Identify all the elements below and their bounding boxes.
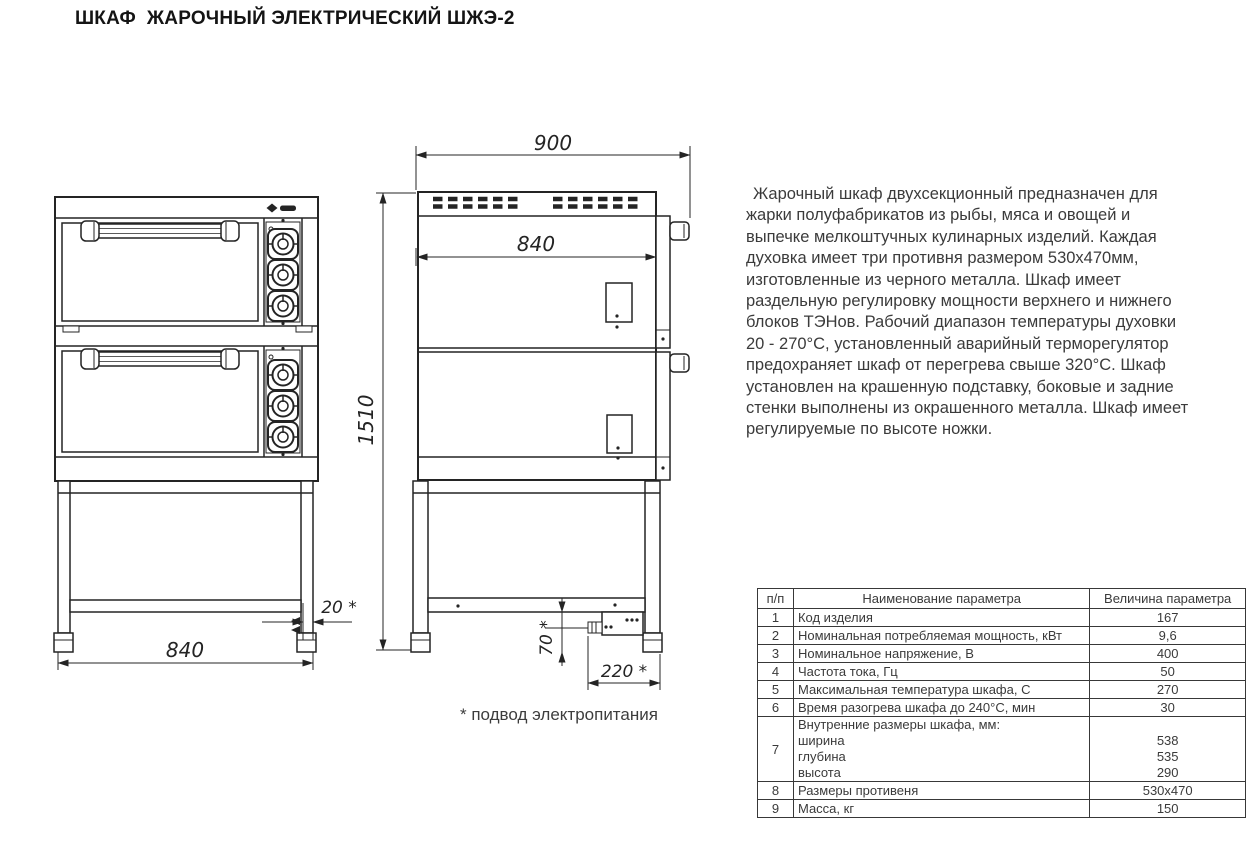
power-connection-box (588, 612, 643, 635)
electro-depth-dimension: 220 * (600, 662, 648, 682)
cell-value: 167 (1090, 609, 1246, 627)
cell-num: 2 (758, 627, 794, 645)
table-row (758, 663, 1246, 681)
upper-control-panel (264, 218, 302, 326)
cell-num: 5 (758, 681, 794, 699)
front-electro-offset-dimension: 20 * (321, 598, 357, 618)
table-row (758, 609, 1246, 627)
cell-value: 270 (1090, 681, 1246, 699)
inner-size-depth-value: 535 (1156, 749, 1179, 764)
cell-name: Время разогрева шкафа до 240°С, мин (793, 699, 1089, 717)
cell-num: 3 (758, 645, 794, 663)
cell-value: 30 (1090, 699, 1246, 717)
cell-name: Максимальная температура шкафа, С (793, 681, 1089, 699)
table-row (758, 699, 1246, 717)
col-header-num: п/п (758, 589, 794, 609)
power-knob (268, 391, 298, 421)
cell-value: 50 (1090, 663, 1246, 681)
side-depth-dimension: 900 (533, 131, 573, 155)
cell-value: 9,6 (1090, 627, 1246, 645)
col-header-value: Величина параметра (1090, 589, 1246, 609)
inner-size-height-label: высота (797, 765, 841, 780)
cell-num: 1 (758, 609, 794, 627)
cell-value: 150 (1090, 800, 1246, 818)
upper-door-handle (81, 221, 239, 241)
adjustable-foot (411, 633, 430, 652)
lower-control-panel (264, 346, 302, 457)
front-view (54, 197, 318, 652)
cell-value (1090, 717, 1246, 782)
cell-name: Частота тока, Гц (793, 663, 1089, 681)
inner-size-caption: Внутренние размеры шкафа, мм: (797, 717, 1001, 732)
cell-num: 7 (758, 717, 794, 782)
power-inlet-mark (291, 617, 300, 634)
power-knob (268, 291, 298, 321)
table-row (758, 645, 1246, 663)
cell-num: 4 (758, 663, 794, 681)
side-inner-depth-dimension: 840 (516, 232, 556, 256)
cell-name (793, 717, 1089, 782)
height-dimension: 1510 (354, 394, 378, 446)
inner-size-width-label: ширина (797, 733, 845, 748)
table-row (758, 800, 1246, 818)
cell-num: 8 (758, 782, 794, 800)
thermostat-knob (268, 360, 298, 390)
handle-end (670, 222, 689, 240)
cell-num: 6 (758, 699, 794, 717)
thermostat-knob (268, 229, 298, 259)
table-row (758, 627, 1246, 645)
cell-name: Номинальное напряжение, В (793, 645, 1089, 663)
cell-name: Номинальная потребляемая мощность, кВт (793, 627, 1089, 645)
cell-name: Масса, кг (793, 800, 1089, 818)
side-view (411, 192, 689, 652)
table-row (758, 782, 1246, 800)
rating-plate (606, 283, 632, 322)
cell-value: 530х470 (1090, 782, 1246, 800)
handle-end (670, 354, 689, 372)
page-title: ШКАФ ЖАРОЧНЫЙ ЭЛЕКТРИЧЕСКИЙ ШЖЭ-2 (75, 8, 515, 29)
rating-plate (607, 415, 632, 453)
cell-value: 400 (1090, 645, 1246, 663)
cell-name: Код изделия (793, 609, 1089, 627)
adjustable-foot (643, 633, 662, 652)
spec-table (757, 588, 1246, 818)
table-header-row (758, 589, 1246, 609)
power-knob (268, 260, 298, 290)
front-width-dimension: 840 (165, 638, 205, 662)
adjustable-foot (54, 633, 73, 652)
inner-size-depth-label: глубина (797, 749, 846, 764)
inner-size-height-value: 290 (1156, 765, 1179, 780)
product-description: Жарочный шкаф двухсекционный предназначен для жарки полуфабрикатов из рыбы, мяса и овощей и выпечке мелкоштучных кулинарных изделий. Каждая духовка имеет три противня размером 530х470мм, изготовленные из черного металла. Шкаф имеет раздельную регулировку мощности верхнего и нижнего блоков ТЭНов. Рабочий диапазон температуры духовки 20 - 270°С, установленный аварийный терморегулятор предохраняет шкаф от перегрева свыше 320°С. Шкаф установлен на крашенную подставку, боковые и задние стенки выполнены из окрашенного металла. Шкаф имеет регулируемые по высоте ножки. (746, 185, 1189, 439)
power-knob (268, 422, 298, 452)
power-supply-footnote: * подвод электропитания (460, 705, 658, 724)
lower-door-handle (81, 349, 239, 369)
cell-num: 9 (758, 800, 794, 818)
col-header-name: Наименование параметра (793, 589, 1089, 609)
electro-height-dimension: 70 * (537, 620, 557, 656)
table-row (758, 717, 1246, 782)
inner-size-width-value: 538 (1156, 733, 1179, 748)
cell-name: Размеры противеня (793, 782, 1089, 800)
front-stand (54, 481, 316, 652)
table-row (758, 681, 1246, 699)
